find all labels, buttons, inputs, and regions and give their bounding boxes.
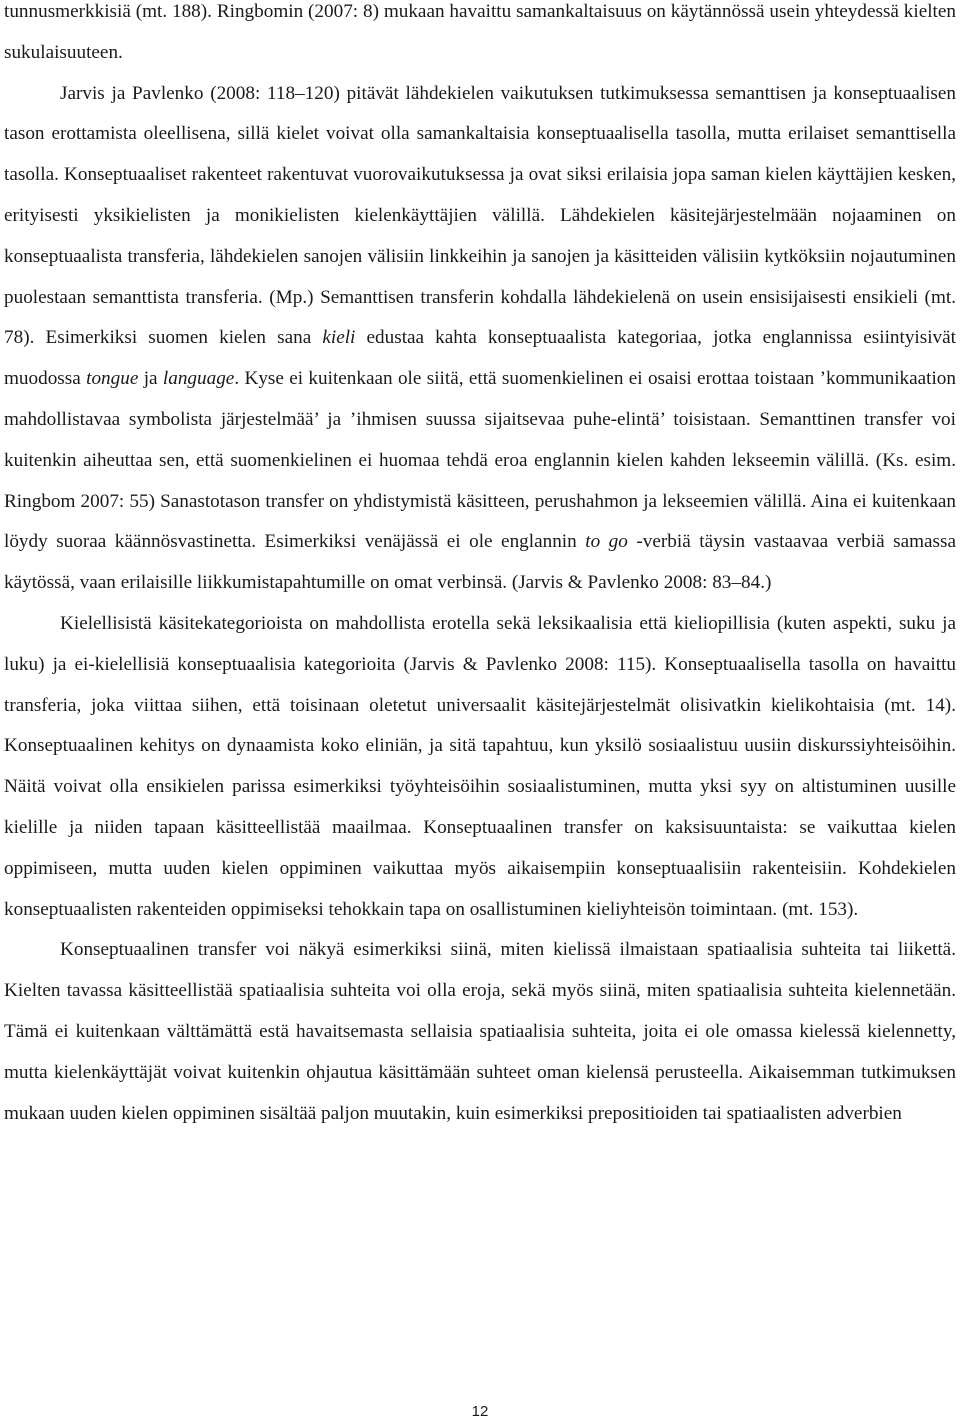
text-run: Kielellisistä käsitekategorioista on mahdollista erotella sekä leksikaalisia että kieliopillisia (kuten aspekti, suku ja luku) ja ei-kielellisiä konseptuaalisia kategorioita (Jarvis & Pavlenko 2008: 115). Konseptuaalisella tasolla on havaittu transferia, joka viittaa siihen, että toisinaan oletetut universaalit käsitejärjestelmät olisivatkin kielikohtaisia (mt. 14). Konseptuaalinen kehitys on dynaamista koko eliniän, ja sitä tapahtuu, kun yksilö sosiaalistuu uusiin diskurssiyhteisöihin. Näitä voivat olla ensikielen parissa esimerkiksi työyhteisöihin sosiaalistuminen, mutta yksi syy on altistuminen uusille kielille ja niiden tapaan käsitteellistää maailmaa. Konseptuaalinen transfer on kaksisuuntaista: se vaikuttaa kielen oppimiseen, mutta uuden kielen oppiminen vaikuttaa myös aikaisempiin konseptuaalisiin rakenteisiin. Kohdekielen konseptuaalisten rakenteiden oppimiseksi tehokkain tapa on osallistuminen kieliyhteisön toimintaan. (mt. 153). (4, 612, 956, 920)
page-number: 12 (471, 1403, 489, 1420)
text-run: -verbiä täysin vastaavaa verbiä samassa käytössä, vaan erilaisille liikkumistapahtumille on omat verbinsä. (Jarvis & Pavlenko 2008: 83–84.) (4, 531, 956, 594)
body-text (4, 0, 956, 1134)
paragraph-continuation (4, 0, 956, 74)
italic-term: tongue (86, 368, 139, 390)
text-run: . Kyse ei kuitenkaan ole siitä, että suomenkielinen ei osaisi erottaa toistaan ’kommunikaation mahdollistavaa symbolista järjestelmää’ ja ’ihmisen suussa sijaitsevaa puhe-elintä’ toisistaan. Semanttinen transfer voi kuitenkin aiheuttaa sen, että suomenkielinen ei huomaa tehdä eroa englannin kielen kahden lekseemin välillä. (Ks. esim. Ringbom 2007: 55) Sanastotason transfer on yhdistymistä käsitteen, perushahmon ja lekseemien välillä. Aina ei kuitenkaan löydy suoraa käännösvastinetta. Esimerkiksi venäjässä ei ole englannin (4, 368, 956, 553)
paragraph-conceptual-categories (4, 604, 956, 930)
text-run: Konseptuaalinen transfer voi näkyä esimerkiksi siinä, miten kielissä ilmaistaan spatiaalisia suhteita tai liikettä. Kielten tavassa käsitteellistää spatiaalisia suhteita voi olla eroja, sekä myös siinä, miten spatiaalisia suhteita kielennetään. Tämä ei kuitenkaan välttämättä estä havaitsemasta sellaisia spatiaalisia suhteita, joita ei ole omassa kielessä kielennetty, mutta kielenkäyttäjät voivat kuitenkin ohjautua käsittämään suhteet oman kielensä perusteella. Aikaisemman tutkimuksen mukaan uuden kielen oppiminen sisältää paljon muutakin, kuin esimerkiksi prepositioiden tai spatiaalisten adverbien (4, 939, 956, 1124)
italic-term: language (162, 368, 235, 390)
paragraph-semantic-conceptual-transfer (4, 74, 956, 604)
text-run: edustaa kahta konseptuaalista kategoriaa, jotka englannissa esiintyisivät muodossa (4, 327, 956, 390)
text-run: ja (138, 368, 163, 390)
text-run: Jarvis ja Pavlenko (2008: 118–120) pitävät lähdekielen vaikutuksen tutkimuksessa semanttisen ja konseptuaalisen tason erottamista oleellisena, sillä kielet voivat olla samankaltaisia konseptuaalisella tasolla, mutta erilaiset semanttisella tasolla. Konseptuaaliset rakenteet rakentuvat vuorovaikutuksessa ja ovat siksi erilaisia jopa saman kielen käyttäjien kesken, erityisesti yksikielisten ja monikielisten kielenkäyttäjien välillä. Lähdekielen käsitejärjestelmään nojaaminen on konseptuaalista transferia, lähdekielen sanojen välisiin linkkeihin ja sanojen ja käsitteiden välisiin kytköksiin nojautuminen puolestaan semanttista transferia. (Mp.) Semanttisen transferin kohdalla lähdekielenä on usein ensisijaisesti ensikieli (mt. 78). Esimerkiksi suomen kielen sana (4, 82, 956, 349)
paragraph-spatial-relations (4, 930, 956, 1134)
italic-term: to go (585, 531, 628, 553)
text-run: tunnusmerkkisiä (mt. 188). Ringbomin (2007: 8) mukaan havaittu samankaltaisuus on käytännössä usein yhteydessä kielten sukulaisuuteen. (4, 1, 956, 63)
italic-term: kieli (322, 327, 356, 349)
